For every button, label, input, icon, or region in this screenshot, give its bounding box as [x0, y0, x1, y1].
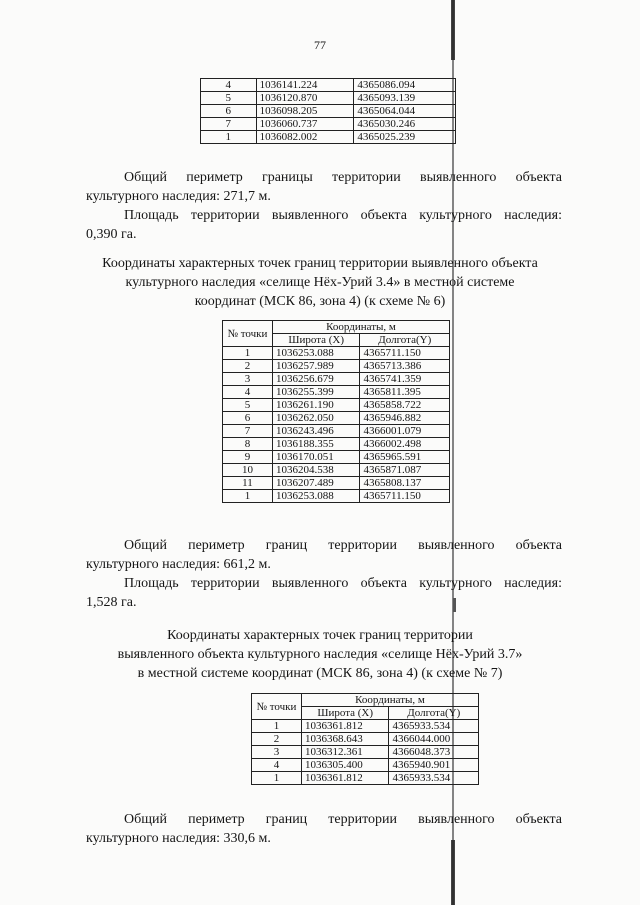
point-number-cell: 4: [223, 386, 273, 399]
latitude-cell: 1036253.088: [272, 490, 360, 503]
coordinates-table-3-7: [251, 693, 479, 785]
table-row: [223, 451, 450, 464]
table-row: [252, 746, 479, 759]
table-row: [223, 347, 450, 360]
latitude-cell: 1036312.361: [301, 746, 389, 759]
point-number-cell: 7: [201, 118, 257, 131]
heading-line: культурного наследия «селище Нёх-Урий 3.4» в местной системе: [125, 275, 515, 290]
point-number-cell: 2: [223, 360, 273, 373]
table-row: [223, 386, 450, 399]
longitude-cell: 4365713.386: [360, 360, 450, 373]
point-number-cell: 1: [201, 131, 257, 144]
table-row: [223, 399, 450, 412]
area-text-cont: 1,528 га.: [86, 595, 137, 610]
point-number-cell: 2: [252, 733, 302, 746]
area-text: Площадь территории выявленного объекта культурного наследия:: [124, 208, 562, 223]
latitude-cell: 1036368.643: [301, 733, 389, 746]
perimeter-text-cont: культурного наследия: 271,7 м.: [86, 189, 271, 204]
point-number-cell: 1: [223, 347, 273, 360]
latitude-cell: 1036262.050: [272, 412, 360, 425]
latitude-cell: 1036253.088: [272, 347, 360, 360]
latitude-cell: 1036204.538: [272, 464, 360, 477]
header-latitude: Широта (X): [272, 334, 360, 347]
longitude-cell: 4365093.139: [354, 92, 456, 105]
point-number-cell: 9: [223, 451, 273, 464]
table-row: [223, 412, 450, 425]
heading-line: Координаты характерных точек границ территории выявленного объекта: [102, 256, 538, 271]
point-number-cell: 1: [252, 720, 302, 733]
point-number-cell: 11: [223, 477, 273, 490]
latitude-cell: 1036188.355: [272, 438, 360, 451]
point-number-cell: 6: [201, 105, 257, 118]
table-row: [201, 105, 456, 118]
table-row: [201, 131, 456, 144]
perimeter-text: Общий периметр границ территории выявленного объекта: [124, 538, 562, 553]
longitude-cell: 4365933.534: [389, 720, 479, 733]
heading-line: Координаты характерных точек границ территории: [167, 628, 473, 643]
area-text: Площадь территории выявленного объекта культурного наследия:: [124, 576, 562, 591]
table-row: [223, 464, 450, 477]
point-number-cell: 1: [223, 490, 273, 503]
perimeter-text-cont: культурного наследия: 661,2 м.: [86, 557, 271, 572]
table-row: [201, 92, 456, 105]
table-row: [252, 772, 479, 785]
longitude-cell: 4366002.498: [360, 438, 450, 451]
section-heading-3-4: [70, 254, 570, 311]
table-row: [223, 425, 450, 438]
perimeter-text: Общий периметр границы территории выявленного объекта: [124, 170, 562, 185]
table-row: [201, 79, 456, 92]
longitude-cell: 4366048.373: [389, 746, 479, 759]
table-row: [252, 720, 479, 733]
perimeter-block-3: [86, 810, 562, 848]
longitude-cell: 4365030.246: [354, 118, 456, 131]
point-number-cell: 7: [223, 425, 273, 438]
point-number-cell: 4: [201, 79, 257, 92]
latitude-cell: 1036256.679: [272, 373, 360, 386]
longitude-cell: 4366044.000: [389, 733, 479, 746]
latitude-cell: 1036257.989: [272, 360, 360, 373]
heading-line: выявленного объекта культурного наследия «селище Нёх-Урий 3.7»: [117, 647, 523, 662]
header-coordinates: Координаты, м: [272, 321, 449, 334]
latitude-cell: 1036082.002: [256, 131, 354, 144]
point-number-cell: 8: [223, 438, 273, 451]
page-number: 77: [314, 38, 326, 52]
longitude-cell: 4365064.044: [354, 105, 456, 118]
longitude-cell: 4365086.094: [354, 79, 456, 92]
header-longitude: Долгота(Y): [389, 707, 479, 720]
table-row: [252, 733, 479, 746]
latitude-cell: 1036060.737: [256, 118, 354, 131]
header-coordinates: Координаты, м: [301, 694, 478, 707]
heading-line: в местной системе координат (МСК 86, зона 4) (к схеме № 7): [137, 666, 503, 681]
longitude-cell: 4365025.239: [354, 131, 456, 144]
longitude-cell: 4365711.150: [360, 490, 450, 503]
point-number-cell: 3: [252, 746, 302, 759]
longitude-cell: 4365871.087: [360, 464, 450, 477]
table-row: [223, 477, 450, 490]
header-point-number: № точки: [223, 321, 273, 347]
table-row: [223, 373, 450, 386]
latitude-cell: 1036361.812: [301, 772, 389, 785]
longitude-cell: 4365965.591: [360, 451, 450, 464]
latitude-cell: 1036098.205: [256, 105, 354, 118]
latitude-cell: 1036361.812: [301, 720, 389, 733]
header-point-number: № точки: [252, 694, 302, 720]
latitude-cell: 1036170.051: [272, 451, 360, 464]
latitude-cell: 1036261.190: [272, 399, 360, 412]
latitude-cell: 1036305.400: [301, 759, 389, 772]
longitude-cell: 4365940.901: [389, 759, 479, 772]
coordinates-table-continued: [200, 78, 456, 144]
point-number-cell: 10: [223, 464, 273, 477]
longitude-cell: 4365811.395: [360, 386, 450, 399]
latitude-cell: 1036255.399: [272, 386, 360, 399]
point-number-cell: 4: [252, 759, 302, 772]
perimeter-text-cont: культурного наследия: 330,6 м.: [86, 831, 271, 846]
point-number-cell: 5: [201, 92, 257, 105]
area-text-cont: 0,390 га.: [86, 227, 137, 242]
latitude-cell: 1036141.224: [256, 79, 354, 92]
point-number-cell: 6: [223, 412, 273, 425]
latitude-cell: 1036120.870: [256, 92, 354, 105]
longitude-cell: 4365858.722: [360, 399, 450, 412]
longitude-cell: 4365808.137: [360, 477, 450, 490]
table-row: [223, 490, 450, 503]
point-number-cell: 5: [223, 399, 273, 412]
point-number-cell: 3: [223, 373, 273, 386]
longitude-cell: 4365946.882: [360, 412, 450, 425]
heading-line: координат (МСК 86, зона 4) (к схеме № 6): [194, 294, 446, 309]
longitude-cell: 4365711.150: [360, 347, 450, 360]
perimeter-area-block-1: [86, 168, 562, 244]
section-heading-3-7: [70, 626, 570, 683]
header-longitude: Долгота(Y): [360, 334, 450, 347]
table-row: [223, 360, 450, 373]
longitude-cell: 4365741.359: [360, 373, 450, 386]
coordinates-table-3-4: [222, 320, 450, 503]
table-row: [223, 438, 450, 451]
header-latitude: Широта (X): [301, 707, 389, 720]
scan-vertical-line-bold-bottom: [451, 840, 455, 905]
latitude-cell: 1036243.496: [272, 425, 360, 438]
longitude-cell: 4365933.534: [389, 772, 479, 785]
perimeter-area-block-2: [86, 536, 562, 612]
table-row: [252, 759, 479, 772]
perimeter-text: Общий периметр границ территории выявленного объекта: [124, 812, 562, 827]
table-row: [201, 118, 456, 131]
longitude-cell: 4366001.079: [360, 425, 450, 438]
latitude-cell: 1036207.489: [272, 477, 360, 490]
point-number-cell: 1: [252, 772, 302, 785]
